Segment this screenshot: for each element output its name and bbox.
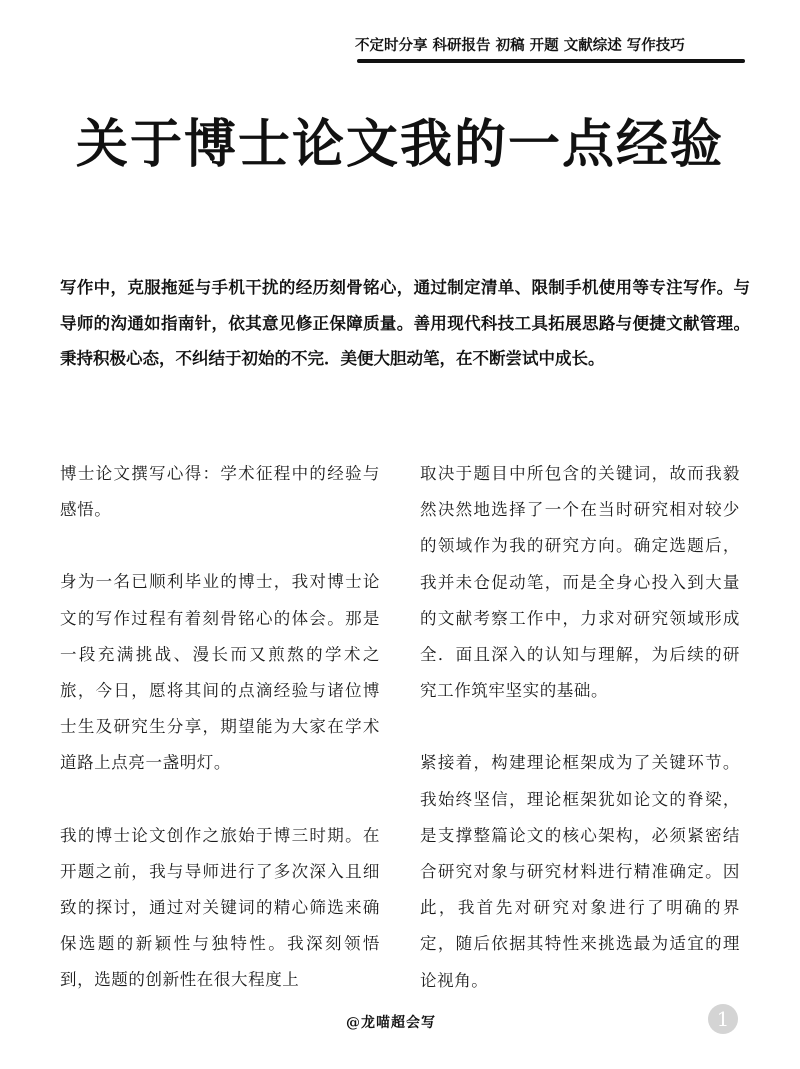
paragraph: 我的博士论文创作之旅始于博三时期。在开题之前，我与导师进行了多次深入且细致的探讨，通过对关键词的精心筛选来确保选题的新颖性与独特性。我深刻领悟到，选题的创新性在很大程度上 (60, 825, 380, 990)
page-number-badge: 1 (708, 1004, 738, 1034)
header-tags (355, 34, 745, 64)
intro-summary: 写作中，克服拖延与手机干扰的经历刻骨铭心，通过制定清单、限制手机使用等专注写作。与导师的沟通如指南针，依其意见修正保障质量。善用现代科技工具拓展思路与便捷文献管理。秉持积极心态，不纠结于初始的不完．美便大胆动笔，在不断尝试中成长。 (60, 278, 750, 368)
paragraph: 紧接着，构建理论框架成为了关键环节。我始终坚信，理论框架犹如论文的脊梁，是支撑整篇论文的核心架构，必须紧密结合研究对象与研究材料进行精准确定。因此，我首先对研究对象进行了明确的界定，随后依据其特性来挑选最为适宜的理论视角。 (420, 753, 740, 990)
header-underline (357, 59, 745, 63)
left-column (60, 456, 380, 1035)
paragraph-subtitle: 博士论文撰写心得：学术征程中的经验与感悟。 (60, 464, 380, 520)
author-handle: @龙喵超会写 (346, 1015, 436, 1031)
header-tags-text: 不定时分享 科研报告 初稿 开题 文献综述 写作技巧 (355, 37, 685, 54)
right-column (420, 456, 740, 1035)
paragraph: 身为一名已顺利毕业的博士，我对博士论文的写作过程有着刻骨铭心的体会。那是一段充满挑战、漫长而又煎熬的学术之旅，今日，愿将其间的点滴经验与诸位博士生及研究生分享，期望能为大家在学术道路上点亮一盏明灯。 (60, 572, 380, 773)
paragraph: 取决于题目中所包含的关键词，故而我毅然决然地选择了一个在当时研究相对较少的领域作为我的研究方向。确定选题后，我并未仓促动笔，而是全身心投入到大量的文献考察工作中，力求对研究领域形成全．面且深入的认知与理解，为后续的研究工作筑牢坚实的基础。 (420, 464, 740, 701)
page-title: 关于博士论文我的一点经验 (75, 114, 724, 175)
